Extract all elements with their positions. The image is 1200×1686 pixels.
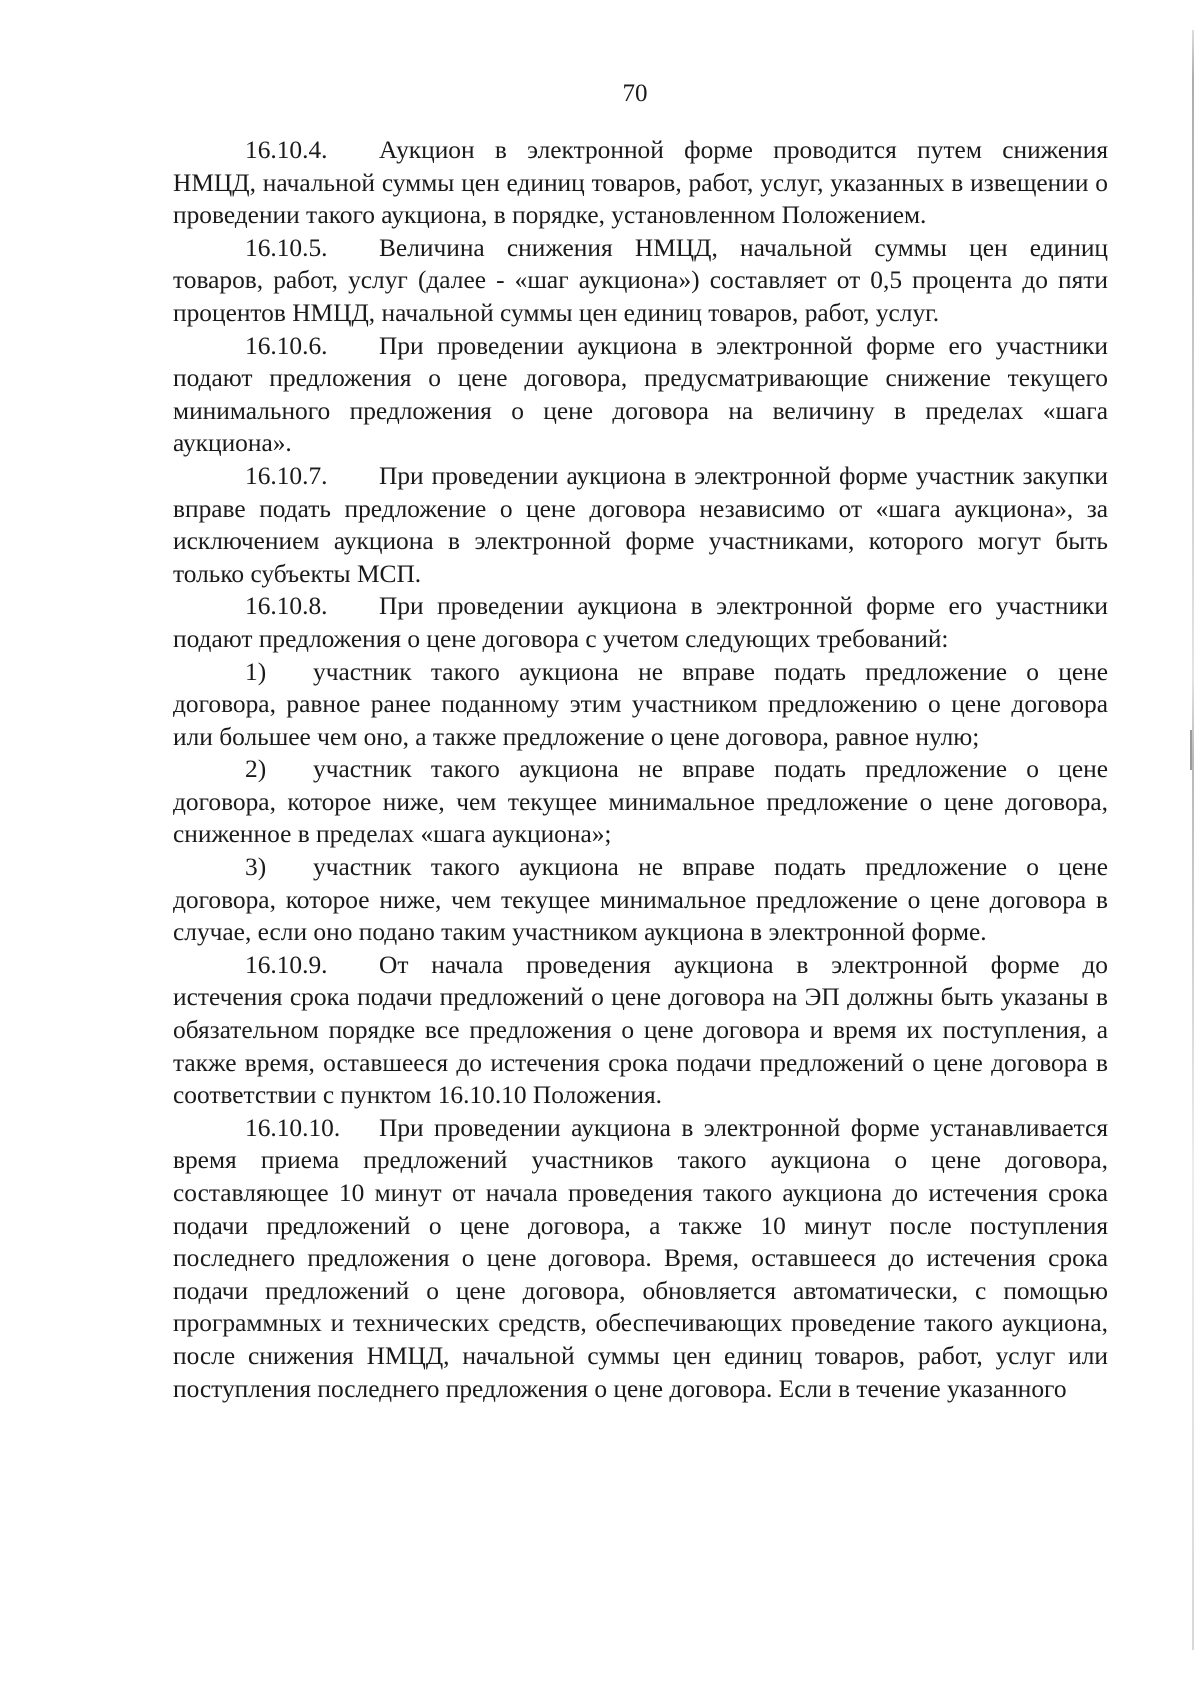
list-item-text: участник такого аукциона не вправе подать предложение о цене договора, которое ниже, чем текущее минимальное предложение о цене договора в случае, если оно подано таким участником аукциона в электронной форме.	[173, 853, 1108, 947]
clause-16-10-4	[173, 134, 1108, 232]
list-item-2	[173, 753, 1108, 851]
clause-16-10-9	[173, 949, 1108, 1112]
clause-text: При проведении аукциона в электронной форме устанавливается время приема предложений участников такого аукциона о цене договора, составляющее 10 минут от начала проведения такого аукциона до истечения срока подачи предложений о цене договора, а также 10 минут после поступления последнего предложения о цене договора. Время, оставшееся до истечения срока подачи предложений о цене договора, обновляется автоматически, с помощью программных и технических средств, обеспечивающих проведение такого аукциона, после снижения НМЦД, начальной суммы цен единиц товаров, работ, услуг или поступления последнего предложения о цене договора. Если в течение указанного	[173, 1113, 1108, 1403]
clause-text: При проведении аукциона в электронной форме его участники подают предложения о цене договора, предусматривающие снижение текущего минимального предложения о цене договора на величину в пределах «шага аукциона».	[173, 331, 1108, 458]
clause-16-10-5	[173, 232, 1108, 330]
clause-text: От начала проведения аукциона в электронной форме до истечения срока подачи предложений о цене договора на ЭП должны быть указаны в обязательном порядке все предложения о цене договора и время их поступления, а также время, оставшееся до истечения срока подачи предложений о цене договора в соответствии с пунктом 16.10.10 Положения.	[173, 950, 1108, 1110]
clause-number: 16.10.4.	[245, 136, 328, 164]
clause-text: При проведении аукциона в электронной форме участник закупки вправе подать предложение о цене договора независимо от «шага аукциона», за исключением аукциона в электронной форме участниками, которого могут быть только субъекты МСП.	[173, 461, 1108, 588]
document-body	[173, 134, 1108, 1405]
list-item-1	[173, 656, 1108, 754]
list-item-number: 3)	[245, 853, 267, 882]
clause-16-10-6	[173, 330, 1108, 460]
clause-number: 16.10.10.	[245, 1113, 341, 1142]
clause-number: 16.10.8.	[245, 592, 328, 621]
clause-16-10-10	[173, 1112, 1108, 1405]
clause-16-10-7	[173, 460, 1108, 590]
list-item-text: участник такого аукциона не вправе подать предложение о цене договора, которое ниже, чем текущее минимальное предложение о цене договора, сниженное в пределах «шага аукциона»;	[173, 755, 1108, 849]
list-item-3	[173, 851, 1108, 949]
list-item-number: 1)	[245, 657, 267, 686]
clause-number: 16.10.6.	[245, 331, 328, 360]
clause-number: 16.10.9.	[245, 950, 328, 979]
page-number: 70	[622, 80, 648, 107]
clause-number: 16.10.5.	[245, 233, 328, 262]
scan-edge-shadow	[1192, 30, 1194, 1650]
scan-edge-mark	[1190, 730, 1192, 770]
list-item-text: участник такого аукциона не вправе подать предложение о цене договора, равное ранее поданному этим участником предложению о цене договора или большее чем оно, а также предложение о цене договора, равное нулю;	[173, 657, 1108, 751]
clause-text: Величина снижения НМЦД, начальной суммы цен единиц товаров, работ, услуг (далее - «шаг аукциона») составляет от 0,5 процента до пяти процентов НМЦД, начальной суммы цен единиц товаров, работ, услуг.	[173, 233, 1108, 327]
clause-text: При проведении аукциона в электронной форме его участники подают предложения о цене договора с учетом следующих требований:	[173, 592, 1108, 653]
clause-number: 16.10.7.	[245, 461, 328, 490]
clause-text: Аукцион в электронной форме проводится путем снижения НМЦД, начальной суммы цен единиц товаров, работ, услуг, указанных в извещении о проведении такого аукциона, в порядке, установленном Положением.	[173, 136, 1108, 230]
list-item-number: 2)	[245, 755, 267, 784]
clause-16-10-8	[173, 590, 1108, 655]
